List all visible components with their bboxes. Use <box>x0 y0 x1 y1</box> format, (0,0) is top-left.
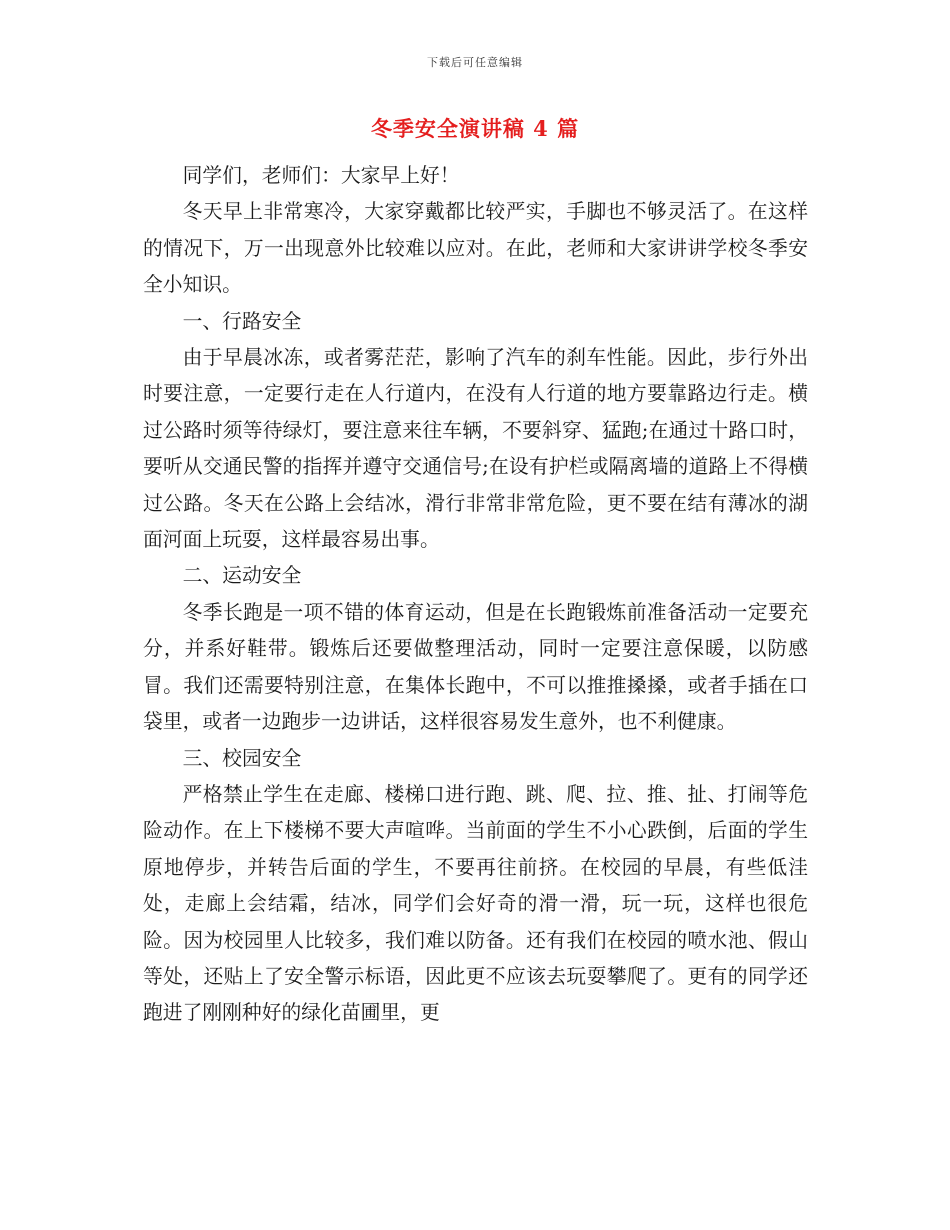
paragraph-campus-safety: 严格禁止学生在走廊、楼梯口进行跑、跳、爬、拉、推、扯、打闹等危险动作。在上下楼梯不要大声喧哗。当前面的学生不小心跌倒，后面的学生原地停步，并转告后面的学生，不要再往前挤。在校园的早晨，有些低洼处，走廊上会结霜，结冰，同学们会好奇的滑一滑，玩一玩，这样也很危险。因为校园里人比较多，我们难以防备。还有我们在校园的喷水池、假山等处，还贴上了安全警示标语，因此更不应该去玩耍攀爬了。更有的同学还跑进了刚刚种好的绿化苗圃里，更 <box>143 782 808 1025</box>
paragraph-road-safety: 由于早晨冰冻，或者雾茫茫，影响了汽车的刹车性能。因此，步行外出时要注意，一定要行走在人行道内，在没有人行道的地方要靠路边行走。横过公路时须等待绿灯，要注意来往车辆，不要斜穿、猛跑;在通过十路口时，要听从交通民警的指挥并遵守交通信号;在设有护栏或隔离墙的道路上不得横过公路。冬天在公路上会结冰，滑行非常非常危险，更不要在结有薄冰的湖面河面上玩耍，这样最容易出事。 <box>143 346 808 552</box>
section-heading-campus-safety: 三、校园安全 <box>182 746 302 770</box>
paragraph-sports-safety: 冬季长跑是一项不错的体育运动，但是在长跑锻炼前准备活动一定要充分，并系好鞋带。锻炼后还要做整理活动，同时一定要注意保暖，以防感冒。我们还需要特别注意，在集体长跑中，不可以推推搡搡，或者手插在口袋里，或者一边跑步一边讲话，这样很容易发生意外，也不利健康。 <box>143 600 808 734</box>
section-heading-sports-safety: 二、运动安全 <box>182 564 302 588</box>
page-header-note: 下载后可任意编辑 <box>427 56 523 69</box>
document-body <box>143 158 808 1032</box>
document-title: 冬季安全演讲稿 4 篇 <box>370 116 580 141</box>
section-heading-road-safety: 一、行路安全 <box>182 309 302 333</box>
paragraph-greeting: 同学们，老师们：大家早上好！ <box>182 164 460 187</box>
paragraph-intro: 冬天早上非常寒冷，大家穿戴都比较严实，手脚也不够灵活了。在这样的情况下，万一出现意外比较难以应对。在此，老师和大家讲讲学校冬季安全小知识。 <box>143 200 808 297</box>
